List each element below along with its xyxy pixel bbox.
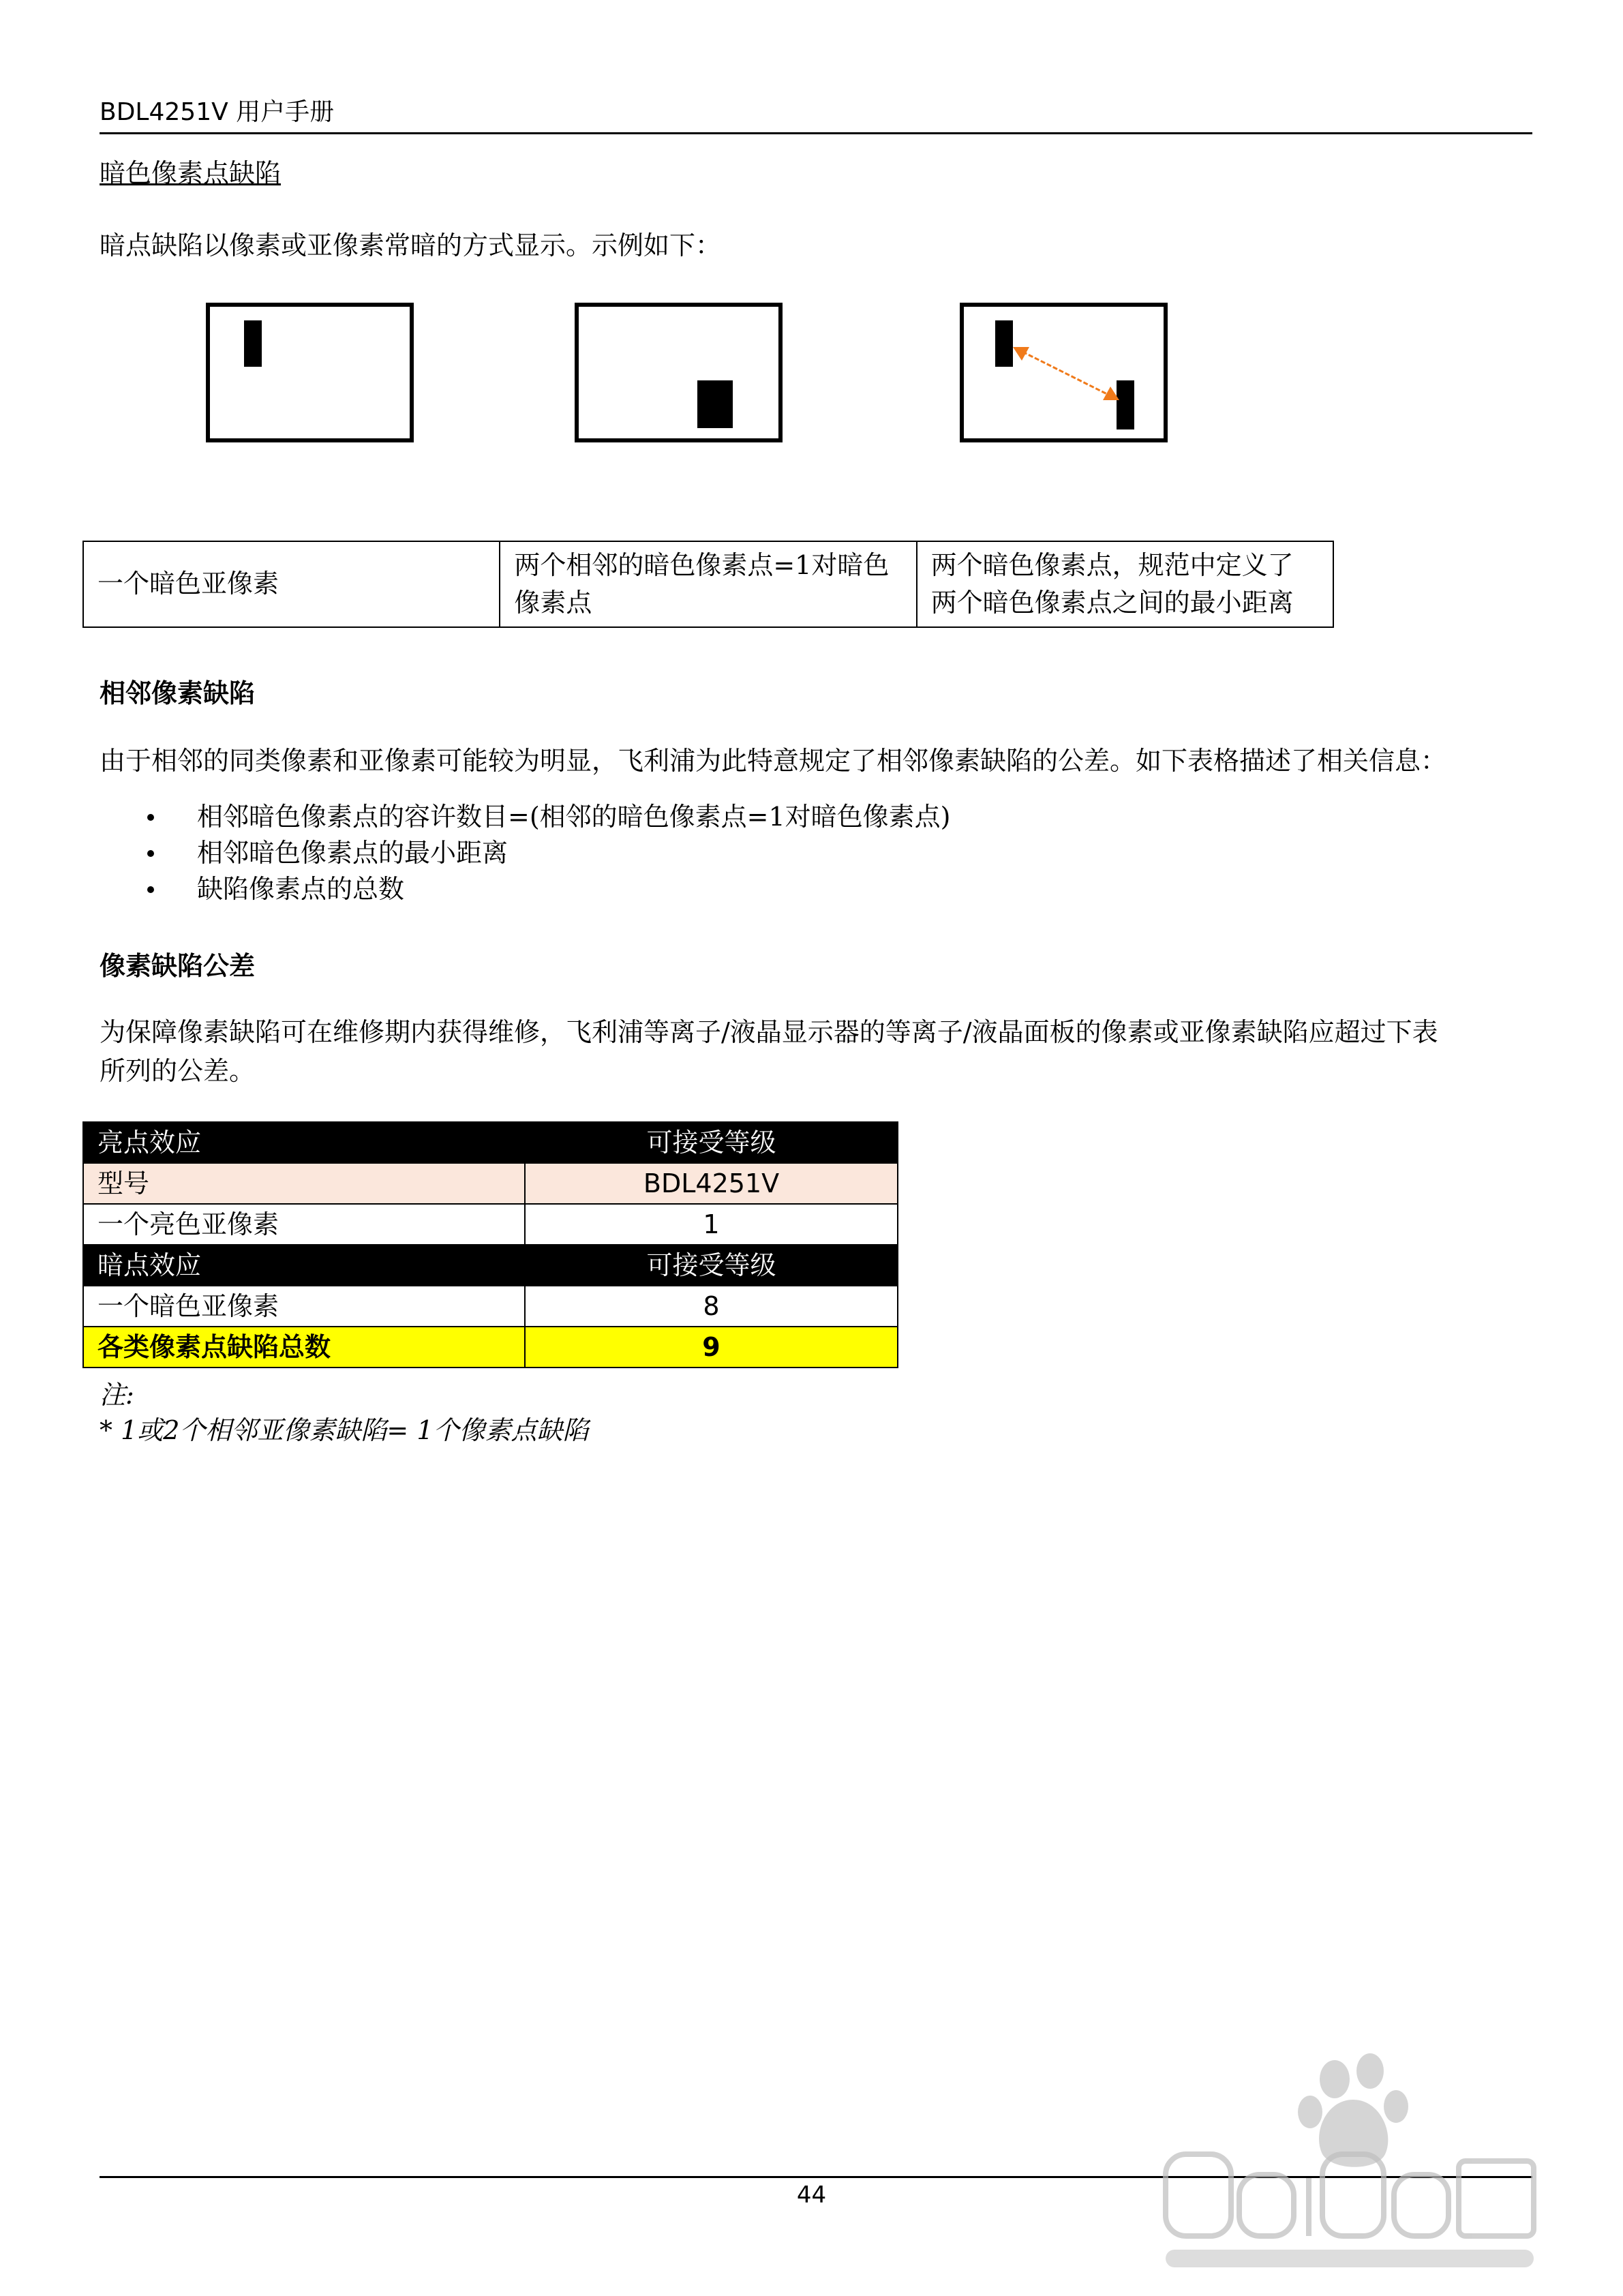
- baidu-jingyan-watermark: [1159, 2052, 1541, 2277]
- total-defects-label: 各类像素点缺陷总数: [83, 1327, 525, 1368]
- tolerance-table: [82, 1121, 898, 1368]
- dark-subpixel-value: 8: [525, 1286, 898, 1327]
- proximity-heading: 相邻像素缺陷: [100, 678, 256, 708]
- proximity-intro: 由于相邻的同类像素和亚像素可能较为明显，飞利浦为此特意规定了相邻像素缺陷的公差。如下表格描述了相关信息：: [100, 746, 1447, 776]
- table-row: [83, 1163, 898, 1204]
- acceptable-level-header: 可接受等级: [525, 1122, 898, 1163]
- caption-one-dark-subpixel: 一个暗色亚像素: [83, 541, 500, 627]
- distance-arrow-icon: [964, 307, 1164, 438]
- bullet-icon: [147, 886, 154, 893]
- dark-defects-heading: 暗色像素点缺陷: [100, 158, 282, 188]
- table-row: [83, 1327, 898, 1368]
- dark-subpixel-label: 一个暗色亚像素: [83, 1286, 525, 1327]
- example-captions-table: [82, 541, 1334, 628]
- table-header-row: [83, 1245, 898, 1286]
- list-item: 缺陷像素点的总数: [100, 871, 951, 907]
- dark-subpixel: [244, 320, 262, 367]
- dark-pixel-pair: [697, 380, 733, 428]
- tolerance-heading: 像素缺陷公差: [100, 950, 256, 981]
- example-one-dark-subpixel: [206, 303, 414, 442]
- dark-defects-intro: 暗点缺陷以像素或亚像素常暗的方式显示。示例如下：: [100, 230, 722, 260]
- bright-subpixel-label: 一个亮色亚像素: [83, 1204, 525, 1245]
- note-label: 注:: [100, 1380, 134, 1410]
- note-text: * 1或2个相邻亚像素缺陷= 1个像素点缺陷: [100, 1415, 589, 1445]
- bullet-icon: [147, 850, 154, 857]
- list-item: 相邻暗色像素点的最小距离: [100, 835, 951, 871]
- tolerance-intro-line2: 所列的公差。: [100, 1056, 256, 1086]
- acceptable-level-header: 可接受等级: [525, 1245, 898, 1286]
- table-header-row: [83, 1122, 898, 1163]
- caption-minimum-distance: 两个暗色像素点，规范中定义了两个暗色像素点之间的最小距离: [917, 541, 1333, 627]
- document-header-title: BDL4251V 用户手册: [100, 98, 335, 126]
- page-number: 44: [796, 2181, 827, 2209]
- example-minimum-distance: [960, 303, 1168, 442]
- model-label: 型号: [83, 1163, 525, 1204]
- dark-effect-header: 暗点效应: [83, 1245, 525, 1286]
- total-defects-value: 9: [525, 1327, 898, 1368]
- header-rule: [100, 132, 1532, 134]
- model-value: BDL4251V: [525, 1163, 898, 1204]
- example-adjacent-dark-pixels: [575, 303, 783, 442]
- bullet-icon: [147, 814, 154, 821]
- proximity-bullet-list: [100, 799, 951, 907]
- table-row: [83, 1204, 898, 1245]
- table-row: [83, 1286, 898, 1327]
- bright-subpixel-value: 1: [525, 1204, 898, 1245]
- list-item: 相邻暗色像素点的容许数目=(相邻的暗色像素点=1对暗色像素点): [100, 799, 951, 835]
- caption-adjacent-dark-pixels: 两个相邻的暗色像素点=1对暗色像素点: [500, 541, 916, 627]
- tolerance-intro-line1: 为保障像素缺陷可在维修期内获得维修，飞利浦等离子/液晶显示器的等离子/液晶面板的像素或亚像素缺陷应超过下表: [100, 1017, 1438, 1047]
- bright-effect-header: 亮点效应: [83, 1122, 525, 1163]
